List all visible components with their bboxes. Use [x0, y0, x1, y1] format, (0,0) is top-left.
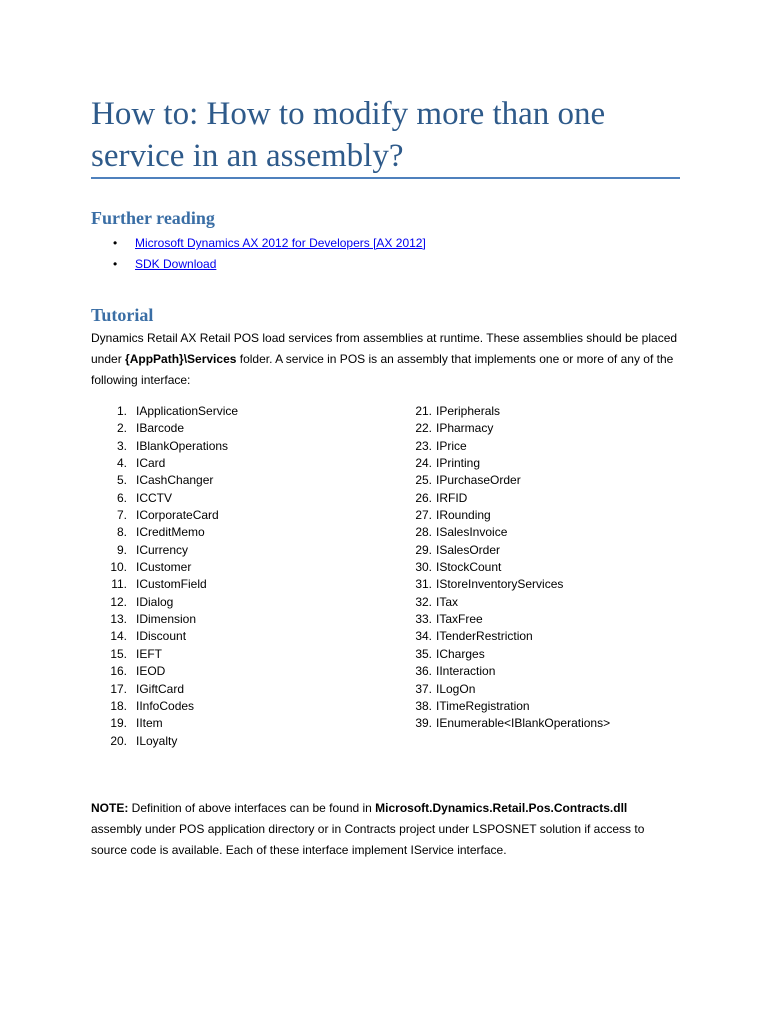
note-paragraph: [91, 798, 681, 861]
interface-name: ICCTV: [136, 490, 172, 505]
interface-name: IDialog: [136, 594, 174, 609]
interface-name: ICustomField: [136, 577, 207, 592]
list-item-number: 30.: [415, 560, 432, 575]
interface-name: ISalesInvoice: [436, 525, 508, 540]
bullet-icon: •: [113, 236, 118, 250]
list-item-number: 38.: [415, 698, 432, 713]
list-item-number: 12.: [110, 594, 127, 609]
link-ax2012-developers[interactable]: Microsoft Dynamics AX 2012 for Developers [AX 2012]: [135, 236, 426, 250]
interface-name: IPrinting: [436, 456, 481, 471]
list-item-number: 27.: [415, 508, 432, 523]
list-item-number: 5.: [116, 473, 127, 488]
list-item-number: 9.: [116, 542, 127, 557]
list-item-number: 22.: [415, 421, 432, 436]
interface-name: IPurchaseOrder: [436, 473, 521, 488]
interface-name: ILogOn: [436, 681, 476, 696]
note-text-2: assembly under POS application directory or in Contracts project under LSPOSNET solution if access to source code is available. Each of these interface implement IService interface.: [91, 822, 645, 857]
interface-name: IDiscount: [136, 629, 187, 644]
list-item-number: 11.: [111, 577, 127, 592]
interface-name: ICorporateCard: [136, 508, 219, 523]
interface-name: IPharmacy: [436, 421, 494, 436]
list-item-number: 14.: [110, 629, 127, 644]
list-item-number: 19.: [110, 716, 127, 731]
list-item-number: 1.: [116, 404, 127, 418]
interface-name: IInfoCodes: [136, 698, 195, 713]
list-item-number: 10.: [110, 560, 127, 575]
list-item-number: 24.: [415, 456, 432, 471]
link-sdk-download[interactable]: SDK Download: [135, 257, 217, 271]
interface-name: IGiftCard: [136, 681, 185, 696]
list-item-number: 39.: [415, 716, 432, 731]
list-item-number: 29.: [415, 542, 432, 557]
interface-name: IRFID: [436, 490, 468, 505]
list-item-number: 17.: [110, 681, 127, 696]
list-item-number: 33.: [415, 612, 432, 627]
title-underline: [91, 177, 680, 179]
interface-name: IPeripherals: [436, 404, 501, 418]
interface-name: IStoreInventoryServices: [436, 577, 564, 592]
interface-name: ICustomer: [136, 560, 192, 575]
interface-name: IEnumerable<IBlankOperations>: [436, 716, 611, 731]
list-item-number: 34.: [415, 629, 432, 644]
interface-name: IRounding: [436, 508, 491, 523]
intro-apppath: {AppPath}\Services: [125, 352, 237, 366]
interface-name: IEFT: [136, 646, 162, 661]
note-text-1: Definition of above interfaces can be found in: [128, 801, 376, 815]
note-label: NOTE:: [91, 801, 129, 815]
page-title: How to: How to modify more than one service in an assembly?: [91, 96, 606, 174]
interface-name: ITaxFree: [436, 612, 483, 627]
list-item-number: 2.: [116, 421, 127, 436]
interface-name: IItem: [136, 716, 163, 731]
interface-name: ICharges: [436, 646, 485, 661]
interface-name: ITax: [436, 594, 459, 609]
bullet-icon: •: [113, 257, 118, 271]
interface-name: IBarcode: [136, 421, 185, 436]
intro-text-1: Dynamics Retail AX Retail POS load services from assemblies at runtime. These assemblies should be placed under: [91, 331, 678, 366]
interface-name: IDimension: [136, 612, 197, 627]
interface-name: ITenderRestriction: [436, 629, 533, 644]
list-item-number: 15.: [110, 646, 127, 661]
list-item-number: 7.: [116, 508, 127, 523]
interface-name: IStockCount: [436, 560, 502, 575]
list-item-number: 8.: [116, 525, 127, 540]
interface-name: ICashChanger: [136, 473, 214, 488]
list-item-number: 21.: [415, 404, 432, 418]
list-item-number: 3.: [116, 438, 127, 453]
list-item-number: 31.: [415, 577, 432, 592]
interface-name: IInteraction: [436, 664, 496, 679]
tutorial-heading: Tutorial: [91, 305, 154, 325]
list-item-number: 18.: [110, 698, 127, 713]
list-item-number: 6.: [116, 490, 127, 505]
interface-name: ISalesOrder: [436, 542, 501, 557]
list-item-number: 35.: [415, 646, 432, 661]
list-item-number: 32.: [415, 594, 432, 609]
interface-name: IBlankOperations: [136, 438, 229, 453]
tutorial-intro: [91, 328, 681, 391]
interface-name: IApplicationService: [136, 404, 239, 418]
interface-name: IEOD: [136, 664, 166, 679]
list-item-number: 37.: [415, 681, 432, 696]
interface-name: ICreditMemo: [136, 525, 205, 540]
interface-name: ILoyalty: [136, 733, 178, 748]
further-reading-heading: Further reading: [91, 208, 215, 228]
list-item-number: 26.: [415, 490, 432, 505]
list-item-number: 13.: [110, 612, 127, 627]
list-item-number: 36.: [415, 664, 432, 679]
list-item-number: 28.: [415, 525, 432, 540]
interface-name: ICard: [136, 456, 166, 471]
interface-name: ICurrency: [136, 542, 189, 557]
note-dll-name: Microsoft.Dynamics.Retail.Pos.Contracts.dll: [375, 801, 628, 815]
list-item-number: 4.: [116, 456, 127, 471]
list-item-number: 16.: [110, 664, 127, 679]
list-item-number: 23.: [415, 438, 432, 453]
intro-text-2: folder. A service in POS is an assembly that implements one or more of any of the following interface:: [91, 352, 674, 387]
interface-name: IPrice: [436, 438, 467, 453]
list-item-number: 25.: [415, 473, 432, 488]
list-item-number: 20.: [110, 733, 127, 748]
interface-name: ITimeRegistration: [436, 698, 530, 713]
